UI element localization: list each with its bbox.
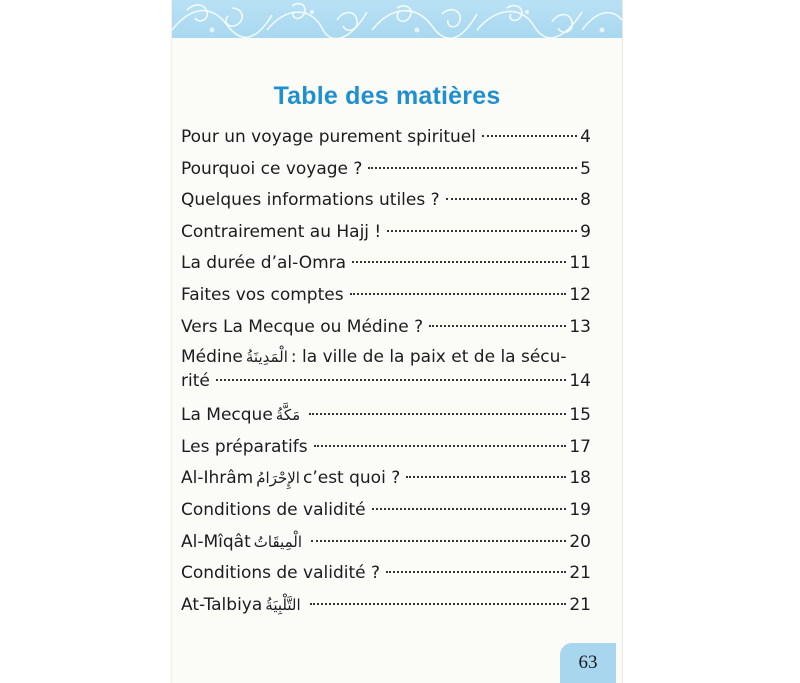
toc-entry-page: 21 <box>569 594 591 615</box>
toc-entry-page: 4 <box>580 127 591 147</box>
dot-leader <box>372 508 567 510</box>
dot-leader <box>216 379 567 381</box>
toc-entry-label: Quelques informations utiles ? <box>181 190 440 211</box>
dot-leader <box>368 167 577 169</box>
page-number: 63 <box>578 652 598 673</box>
toc-entry-arabic: الْمَدِينَةُ <box>245 348 288 367</box>
toc-entry-page: 20 <box>569 531 591 552</box>
toc-entry-page: 13 <box>569 316 591 337</box>
toc-entry-page: 11 <box>569 253 591 274</box>
decorative-header-band <box>172 0 622 38</box>
toc-entry-page: 14 <box>569 371 591 392</box>
toc-entry-page: 21 <box>569 563 591 584</box>
toc-title: Table des matières <box>273 82 501 110</box>
dot-leader <box>429 325 566 327</box>
dot-leader <box>446 198 578 200</box>
toc-entry[interactable] <box>181 590 591 622</box>
dot-leader <box>406 476 566 478</box>
toc-entry-arabic: الإِحْرَامُ <box>256 469 300 488</box>
toc-entry-arabic: الْمِيقَاتُ <box>253 532 302 551</box>
book-page <box>172 0 622 683</box>
floral-pattern <box>172 0 622 38</box>
toc-entry-second-line <box>181 369 591 393</box>
toc-entry-page: 9 <box>580 221 591 242</box>
toc-entry-label: La Mecque <box>181 405 273 426</box>
toc-entry[interactable] <box>181 558 591 590</box>
dot-leader <box>314 445 567 447</box>
dot-leader <box>311 540 566 542</box>
dot-leader <box>352 261 566 263</box>
toc-entry-label: Médine <box>181 347 243 368</box>
toc-entry[interactable] <box>181 495 591 527</box>
toc-entry[interactable] <box>181 185 591 217</box>
dot-leader <box>386 571 566 573</box>
toc-list <box>181 122 591 621</box>
toc-entry-page: 12 <box>569 284 591 305</box>
toc-entry[interactable] <box>181 463 591 495</box>
toc-entry[interactable] <box>181 400 591 432</box>
toc-entry-label: Les préparatifs <box>181 436 308 457</box>
toc-entry[interactable] <box>181 154 591 186</box>
toc-entry[interactable] <box>181 248 591 280</box>
toc-entry-page: 8 <box>580 190 591 211</box>
toc-entry[interactable] <box>181 432 591 464</box>
toc-entry-continuation: rité <box>181 371 210 392</box>
dot-leader <box>309 413 566 415</box>
toc-entry[interactable] <box>181 312 591 344</box>
page-number-tab <box>560 643 616 683</box>
toc-entry[interactable] <box>181 280 591 312</box>
toc-entry-page: 5 <box>580 158 591 179</box>
toc-entry[interactable] <box>181 527 591 559</box>
toc-entry-page: 19 <box>569 499 591 520</box>
toc-entry[interactable] <box>181 217 591 249</box>
dot-leader <box>310 603 567 605</box>
toc-entry-label: At-Talbiya <box>181 594 263 615</box>
toc-entry-label: Faites vos comptes <box>181 284 344 305</box>
toc-entry-arabic: التَّلْبِيَةُ <box>265 595 301 614</box>
toc-entry-suffix: c’est quoi ? <box>302 468 401 489</box>
toc-entry-label: Conditions de validité <box>181 499 366 520</box>
toc-entry-page: 15 <box>569 405 591 426</box>
toc-entry-label: La durée d’al-Omra <box>181 253 347 274</box>
toc-entry[interactable] <box>181 122 591 154</box>
toc-entry-label: Pourquoi ce voyage ? <box>181 158 363 179</box>
toc-entry-label: Pour un voyage purement spirituel <box>181 127 476 147</box>
toc-entry-label: Vers La Mecque ou Médine ? <box>181 316 424 337</box>
toc-entry-label: Contrairement au Hajj ! <box>181 221 382 242</box>
toc-entry-arabic: مَكَّةُ <box>275 406 301 425</box>
toc-entry-page: 18 <box>569 468 591 489</box>
toc-entry-label: Conditions de validité ? <box>181 563 381 584</box>
dot-leader <box>482 135 577 137</box>
dot-leader <box>350 293 567 295</box>
toc-entry-label: Al-Mîqât <box>181 531 251 552</box>
toc-entry[interactable] <box>181 343 591 400</box>
toc-entry-page: 17 <box>569 436 591 457</box>
toc-entry-first-line <box>181 345 591 369</box>
dot-leader <box>387 230 577 232</box>
toc-entry-suffix: : la ville de la paix et de la sécu- <box>290 347 567 368</box>
toc-entry-label: Al-Ihrâm <box>181 468 254 489</box>
